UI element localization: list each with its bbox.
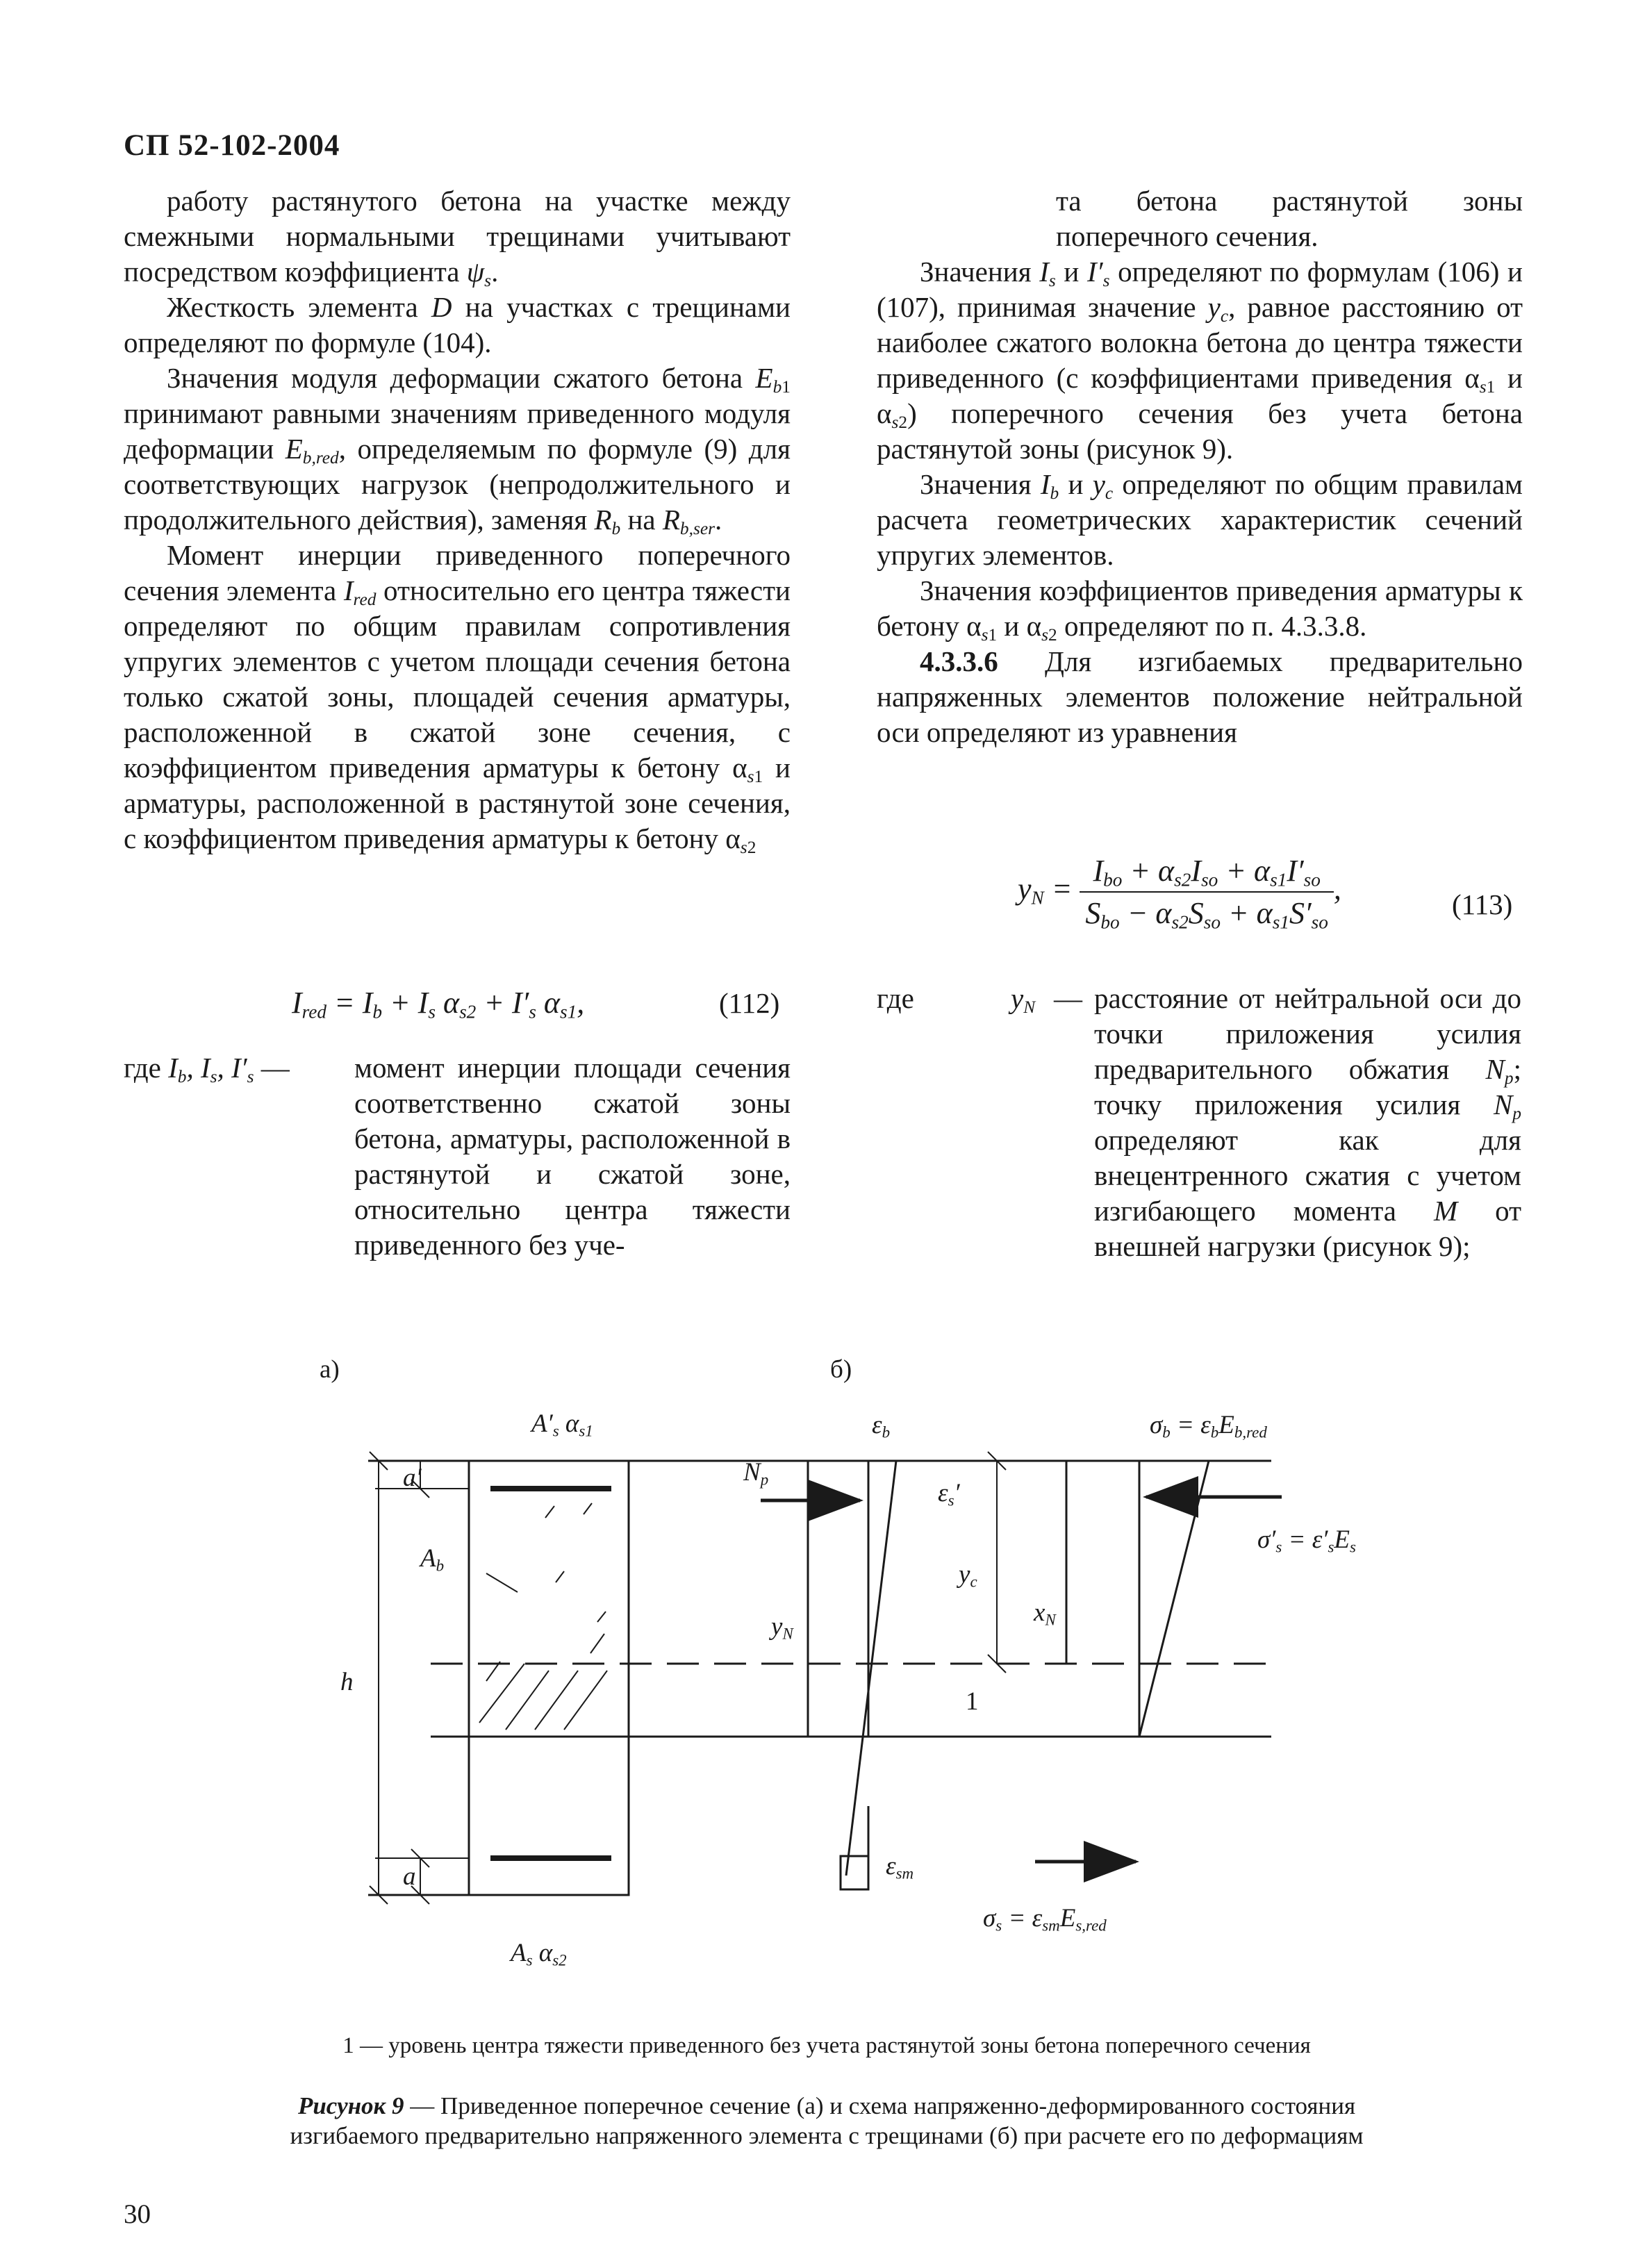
left-paragraph-4: Момент инерции приведенного поперечного сечения элемента $I_{red}$ относительно его центра тяжести определяют по общим правилам сопротивления упругих элементов с учетом площади сечения бетона только сжатой зоны, площадей сечения арматуры, расположенной в сжатой зоне сечения, с коэффициентом приведения арматуры к бетону $\alpha_{s1}$ и арматуры, расположенной в растянутой зоне сечения, с коэффициентом приведения арматуры к бетону $\alpha_{s2}$ bbox=[124, 539, 791, 858]
label-yN: $y_N$ bbox=[771, 1612, 793, 1643]
where-definition-113: расстояние от нейтральной оси до точки приложения усилия предварительного обжатия $N_p$; точку приложения усилия $N_p$ определяют как для внецентренного сжатия с учетом изгибающего момента M от внешней нагрузки (рисунок 9); bbox=[1094, 982, 1521, 1262]
equation-number-113: (113) bbox=[1452, 888, 1513, 920]
label-eb: $\varepsilon_b$ bbox=[872, 1411, 891, 1441]
label-sigma-b: $\sigma_b = \varepsilon_bE_{b,red}$ bbox=[1150, 1411, 1267, 1441]
label-A-bottom: $A_s$ $\alpha_{s2}$ bbox=[511, 1939, 567, 1969]
formula-113: $y_N$ = $\frac{I_{bo} + \alpha_{s2}I_{so} + \alpha_{s1}I'_{so}}{S_{bo} - \alpha_{s2}S_{so} + \alpha_{s1}S'_{so}}$ , bbox=[1018, 854, 1341, 933]
label-Np: $N_p$ bbox=[743, 1458, 769, 1489]
label-esm: $\varepsilon_{sm}$ bbox=[886, 1852, 914, 1882]
right-paragraph-1: та бетона растянутой зоны поперечного сечения. bbox=[1056, 185, 1523, 252]
page-number: 30 bbox=[124, 2199, 151, 2229]
left-paragraph-1: работу растянутого бетона на участке между смежными нормальными трещинами учитывают посредством коэффициента $\psi_s$. bbox=[124, 185, 791, 291]
formula-112: $I_{red} = I_b + I_s$ $\alpha_{s2} + I'_s$ $\alpha_{s1}$, bbox=[292, 986, 585, 1023]
right-paragraph-3: Значения $I_b$ и $y_c$ определяют по общим правилам расчета геометрических характеристик сечений упругих элементов. bbox=[877, 468, 1523, 571]
where-definition-112: момент инерции площади сечения соответственно сжатой зоны бетона, арматуры, расположенной в растянутой и сжатой зоне, относительно центра тяжести приведенного без уче- bbox=[354, 1052, 791, 1261]
right-paragraph-2: Значения $I_s$ и $I'_s$ определяют по формулам (106) и (107), принимая значение $y_c$, равное расстоянию от наиболее сжатого волокна бетона до центра тяжести приведенного (с коэффициентами приведения $\alpha_{s1}$ и $\alpha_{s2}$) поперечного сечения без учета бетона растянутой зоны (рисунок 9). bbox=[877, 256, 1523, 465]
right-paragraph-5: 4.3.3.6 Для изгибаемых предварительно напряженных элементов положение нейтральной оси определяют из уравнения bbox=[877, 645, 1523, 748]
label-h: h bbox=[340, 1668, 354, 1696]
label-a-prime: a′ bbox=[403, 1464, 422, 1492]
label-Ab: $A_b$ bbox=[420, 1544, 445, 1575]
right-paragraph-4: Значения коэффициентов приведения арматуры к бетону $\alpha_{s1}$ и $\alpha_{s2}$ определяют по п. 4.3.3.8. bbox=[877, 574, 1523, 645]
figure-note: 1 — уровень центра тяжести приведенного без учета растянутой зоны бетона поперечного сечения bbox=[342, 2033, 1311, 2058]
label-sigma-s: $\sigma_s = \varepsilon_{sm}E_{s,red}$ bbox=[983, 1904, 1107, 1935]
label-A-top: $A'_s$ $\alpha_{s1}$ bbox=[531, 1409, 593, 1440]
stress-diagram-slope bbox=[1139, 1461, 1209, 1737]
document-code: СП 52-102-2004 bbox=[124, 129, 340, 162]
label-sigma-s-prime: $\sigma'_s = \varepsilon'_sE_s$ bbox=[1257, 1525, 1356, 1556]
where-label-112: где $I_b$, $I_s$, $I'_s$ — bbox=[124, 1052, 290, 1087]
where-symbol-113: $y_N$ bbox=[1011, 982, 1036, 1018]
figure-label-b: б) bbox=[830, 1355, 852, 1384]
left-paragraph-2: Жесткость элемента D на участках с трещинами определяют по формуле (104). bbox=[124, 291, 791, 358]
label-level-1: 1 bbox=[966, 1687, 979, 1716]
label-yc: $y_c$ bbox=[959, 1560, 977, 1591]
label-a: a bbox=[403, 1862, 416, 1891]
left-paragraph-3: Значения модуля деформации сжатого бетона $E_{b1}$ принимают равными значениям приведенного модуля деформации $E_{b,red}$, определяемым по формуле (9) для соответствующих нагрузок (непродолжительного и продолжительного действия), заменяя $R_b$ на $R_{b,ser}$. bbox=[124, 362, 791, 539]
cross-section-rectangle bbox=[469, 1461, 629, 1895]
equation-number-112: (112) bbox=[719, 987, 780, 1019]
where-label-113: где bbox=[877, 982, 914, 1014]
strain-diagram-slope bbox=[846, 1461, 896, 1876]
where-dash-113: — bbox=[1054, 982, 1082, 1014]
label-xN: $x_N$ bbox=[1034, 1598, 1056, 1629]
figure-label-a: а) bbox=[320, 1355, 340, 1384]
label-es-prime: $\varepsilon_s'$ bbox=[938, 1479, 960, 1509]
figure-caption: Рисунок 9 — Приведенное поперечное сечение (а) и схема напряженно-деформированного состояния изгибаемого предварительно напряженного элемента с трещинами (б) при расчете его по деформациям bbox=[290, 2092, 1364, 2149]
strain-esm-block bbox=[841, 1856, 868, 1889]
